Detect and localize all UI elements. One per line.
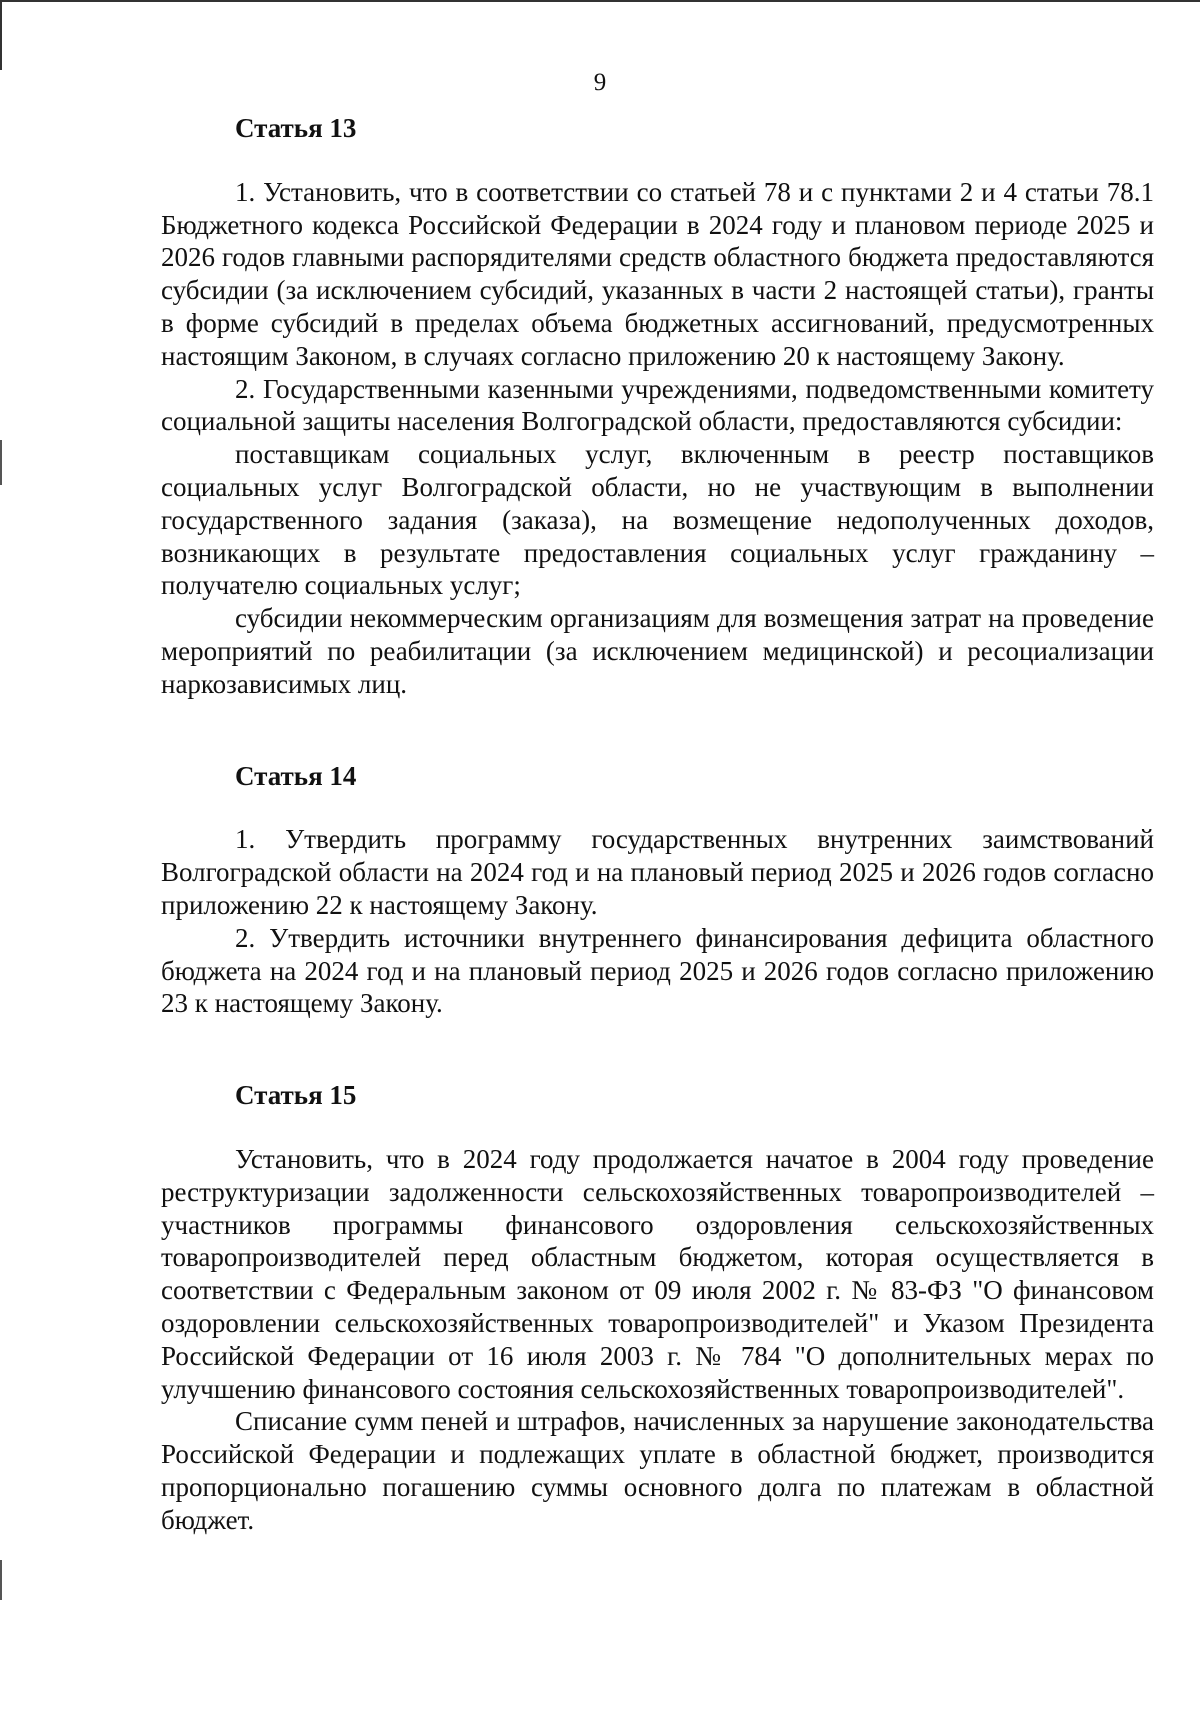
paragraph: 2. Утвердить источники внутреннего финансирования дефицита областного бюджета на 2024 год и на плановый период 2025 и 2026 годов согласно приложению 23 к настоящему Закону. <box>161 922 1154 1019</box>
paragraph: поставщикам социальных услуг, включенным в реестр поставщиков социальных услуг Волгоградской области, но не участвующим в выполнении государственного задания (заказа), на возмещение недополученных доходов, возникающих в результате предоставления социальных услуг гражданину – получателю социальных услуг; <box>161 439 1154 601</box>
article-body <box>161 1143 1154 1537</box>
article-15 <box>161 1079 1154 1536</box>
article-13 <box>161 112 1154 701</box>
scan-mark <box>0 440 2 485</box>
paragraph: Списание сумм пеней и штрафов, начисленных за нарушение законодательства Российской Федерации и подлежащих уплате в областной бюджет, производится пропорционально погашению суммы основного долга по платежам в областной бюджет. <box>161 1406 1154 1535</box>
scan-mark <box>0 1560 2 1600</box>
page-number: 9 <box>593 69 607 96</box>
paragraph: 2. Государственными казенными учреждениями, подведомственными комитету социальной защиты населения Волгоградской области, предоставляются субсидии: <box>161 373 1154 437</box>
document-body <box>161 112 1154 1536</box>
paragraph: 1. Утвердить программу государственных внутренних заимствований Волгоградской области на 2024 год и на плановый период 2025 и 2026 годов согласно приложению 22 к настоящему Закону. <box>161 824 1154 920</box>
paragraph: Установить, что в 2024 году продолжается начатое в 2004 году проведение реструктуризации задолженности сельскохозяйственных товаропроизводителей – участников программы финансового оздоровления сельскохозяйственных товаропроизводителей перед областным бюджетом, которая осуществляется в соответствии с Федеральным законом от 09 июля 2002 г. № 83-ФЗ "О финансовом оздоровлении сельскохозяйственных товаропроизводителей" и Указом Президента Российской Федерации от 16 июля 2003 г. № 784 "О дополнительных мерах по улучшению финансового состояния сельскохозяйственных товаропроизводителей". <box>161 1143 1154 1404</box>
paragraph: субсидии некоммерческим организациям для возмещения затрат на проведение мероприятий по реабилитации (за исключением медицинской) и ресоциализации наркозависимых лиц. <box>161 603 1154 699</box>
paragraph: 1. Установить, что в соответствии со статьей 78 и с пунктами 2 и 4 статьи 78.1 Бюджетного кодекса Российской Федерации в 2024 году и плановом периоде 2025 и 2026 годов главными распорядителями средств областного бюджета предоставляются субсидии (за исключением субсидий, указанных в части 2 настоящей статьи), гранты в форме субсидий в пределах объема бюджетных ассигнований, предусмотренных настоящим Законом, в случаях согласно приложению 20 к настоящему Закону. <box>161 176 1154 371</box>
article-heading: Статья 14 <box>235 760 357 791</box>
scan-border-top <box>0 0 1200 2</box>
article-heading: Статья 15 <box>235 1080 357 1111</box>
article-heading: Статья 13 <box>235 113 357 143</box>
article-body <box>161 823 1154 1020</box>
scan-border-left <box>0 0 2 70</box>
article-body <box>161 176 1154 701</box>
article-14 <box>161 760 1154 1021</box>
